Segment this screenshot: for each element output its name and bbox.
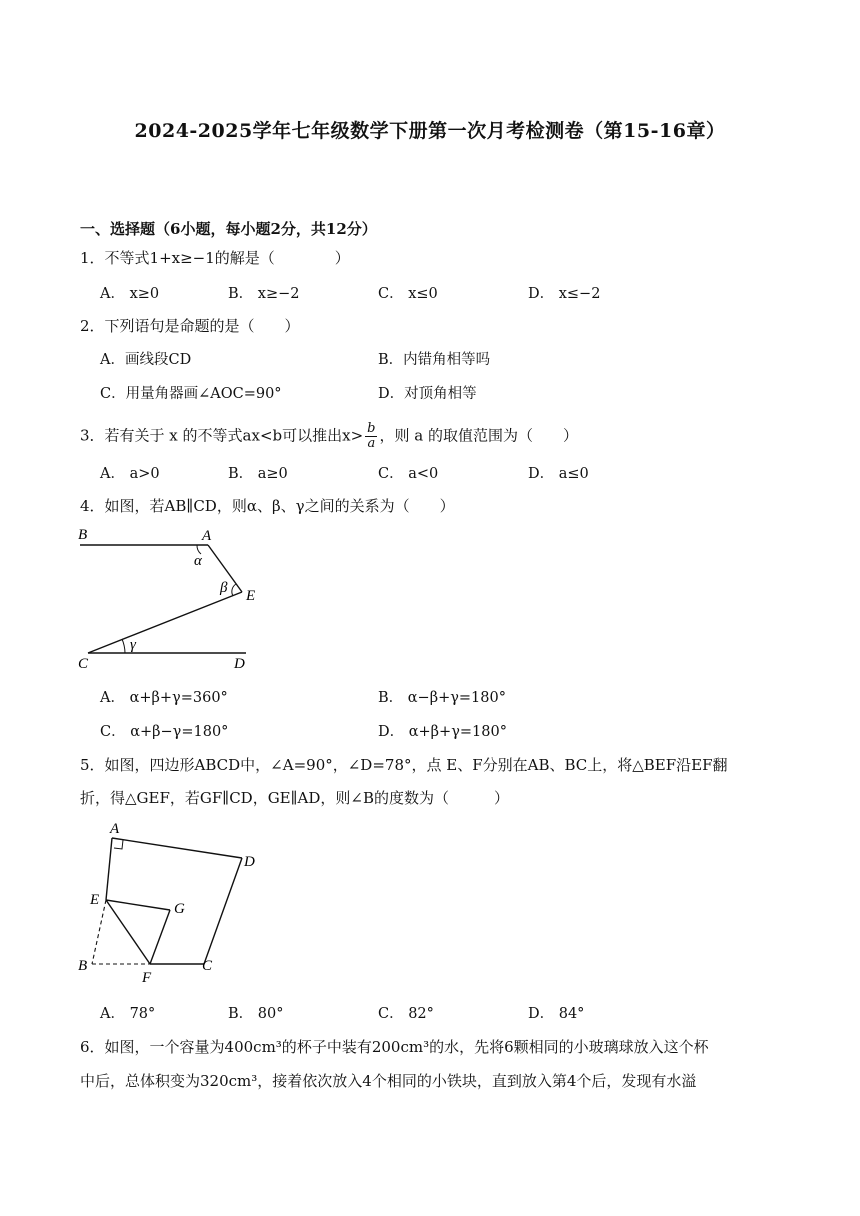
label-d: D: [244, 854, 255, 870]
label-f: F: [142, 970, 152, 986]
q5-option-b: B． 80°: [228, 1006, 284, 1022]
q1-option-a: A． x≥0: [100, 286, 160, 302]
label-d: D: [234, 656, 245, 672]
question-6-stem-line2: 中后，总体积变为320cm³，接着依次放入4个相同的小铁块，直到放入第4个后，发现有水溢: [80, 1072, 697, 1090]
label-e: E: [246, 588, 256, 604]
q3-option-d: D． a≤0: [528, 466, 589, 482]
q3-option-b: B． a≥0: [228, 466, 288, 482]
label-a: A: [110, 821, 120, 837]
question-5-stem-line1: 5．如图，四边形ABCD中，∠A=90°，∠D=78°，点 E、F分别在AB、BC上，将△BEF沿EF翻: [80, 756, 728, 774]
label-a: A: [202, 528, 212, 544]
q4-option-c: C． α+β−γ=180°: [100, 724, 229, 740]
dashed-line-eb: [92, 900, 106, 964]
line-ec: [88, 592, 242, 653]
q5-option-a: A． 78°: [100, 1006, 156, 1022]
line-dc: [204, 858, 242, 964]
q5-option-c: C． 82°: [378, 1006, 434, 1022]
q3-stem-post: ，则 a 的取值范围为（ ）: [379, 426, 578, 445]
label-e: E: [90, 892, 100, 908]
q3-option-a: A． a>0: [100, 466, 160, 482]
angle-gamma-arc: [122, 639, 125, 653]
q4-option-b: B． α−β+γ=180°: [378, 690, 506, 706]
q4-option-d: D． α+β+γ=180°: [378, 724, 507, 740]
q3-stem-pre: 3．若有关于 x 的不等式ax<b可以推出x>: [80, 426, 364, 445]
question-5-stem-line2: 折，得△GEF，若GF∥CD，GE∥AD，则∠B的度数为（ ）: [80, 789, 510, 807]
q2-option-b: B．内错角相等吗: [378, 352, 491, 368]
label-beta: β: [220, 580, 228, 596]
page-title: 2024-2025学年七年级数学下册第一次月考检测卷（第15-16章）: [134, 120, 726, 142]
label-c: C: [78, 656, 89, 672]
q3-fraction-numerator: b: [367, 421, 376, 436]
line-eg: [106, 900, 170, 910]
q5-figure: [72, 818, 272, 988]
question-4-stem: 4．如图，若AB∥CD，则α、β、γ之间的关系为（ ）: [80, 497, 455, 515]
question-1-stem: 1．不等式1+x≥−1的解是（ ）: [80, 249, 350, 267]
q4-figure: [70, 522, 270, 672]
label-alpha: α: [194, 553, 202, 569]
label-c: C: [202, 958, 213, 974]
line-ae: [106, 838, 112, 900]
q3-option-c: C． a<0: [378, 466, 439, 482]
q1-option-d: D． x≤−2: [528, 286, 601, 302]
q1-option-b: B． x≥−2: [228, 286, 300, 302]
label-g: G: [174, 901, 185, 917]
label-b: B: [78, 958, 88, 974]
line-ad: [112, 838, 242, 858]
q2-option-c: C．用量角器画∠AOC=90°: [100, 386, 282, 402]
q3-fraction-denominator: a: [367, 436, 376, 451]
q5-option-d: D． 84°: [528, 1006, 585, 1022]
line-gf: [150, 910, 170, 964]
question-2-stem: 2．下列语句是命题的是（ ）: [80, 317, 300, 335]
line-ef: [106, 900, 150, 964]
q3-fraction: [365, 422, 377, 451]
question-6-stem-line1: 6．如图，一个容量为400cm³的杯子中装有200cm³的水，先将6颗相同的小玻璃球放入这个杯: [80, 1038, 709, 1056]
q2-option-d: D．对顶角相等: [378, 386, 477, 402]
q2-option-a: A．画线段CD: [100, 352, 192, 368]
label-b: B: [78, 527, 88, 543]
label-gamma: γ: [130, 637, 136, 653]
question-3-stem: [80, 422, 578, 451]
q1-option-c: C． x≤0: [378, 286, 438, 302]
section-heading: 一、选择题（6小题，每小题2分，共12分）: [80, 220, 377, 238]
q4-option-a: A． α+β+γ=360°: [100, 690, 228, 706]
right-angle-mark: [114, 840, 123, 849]
